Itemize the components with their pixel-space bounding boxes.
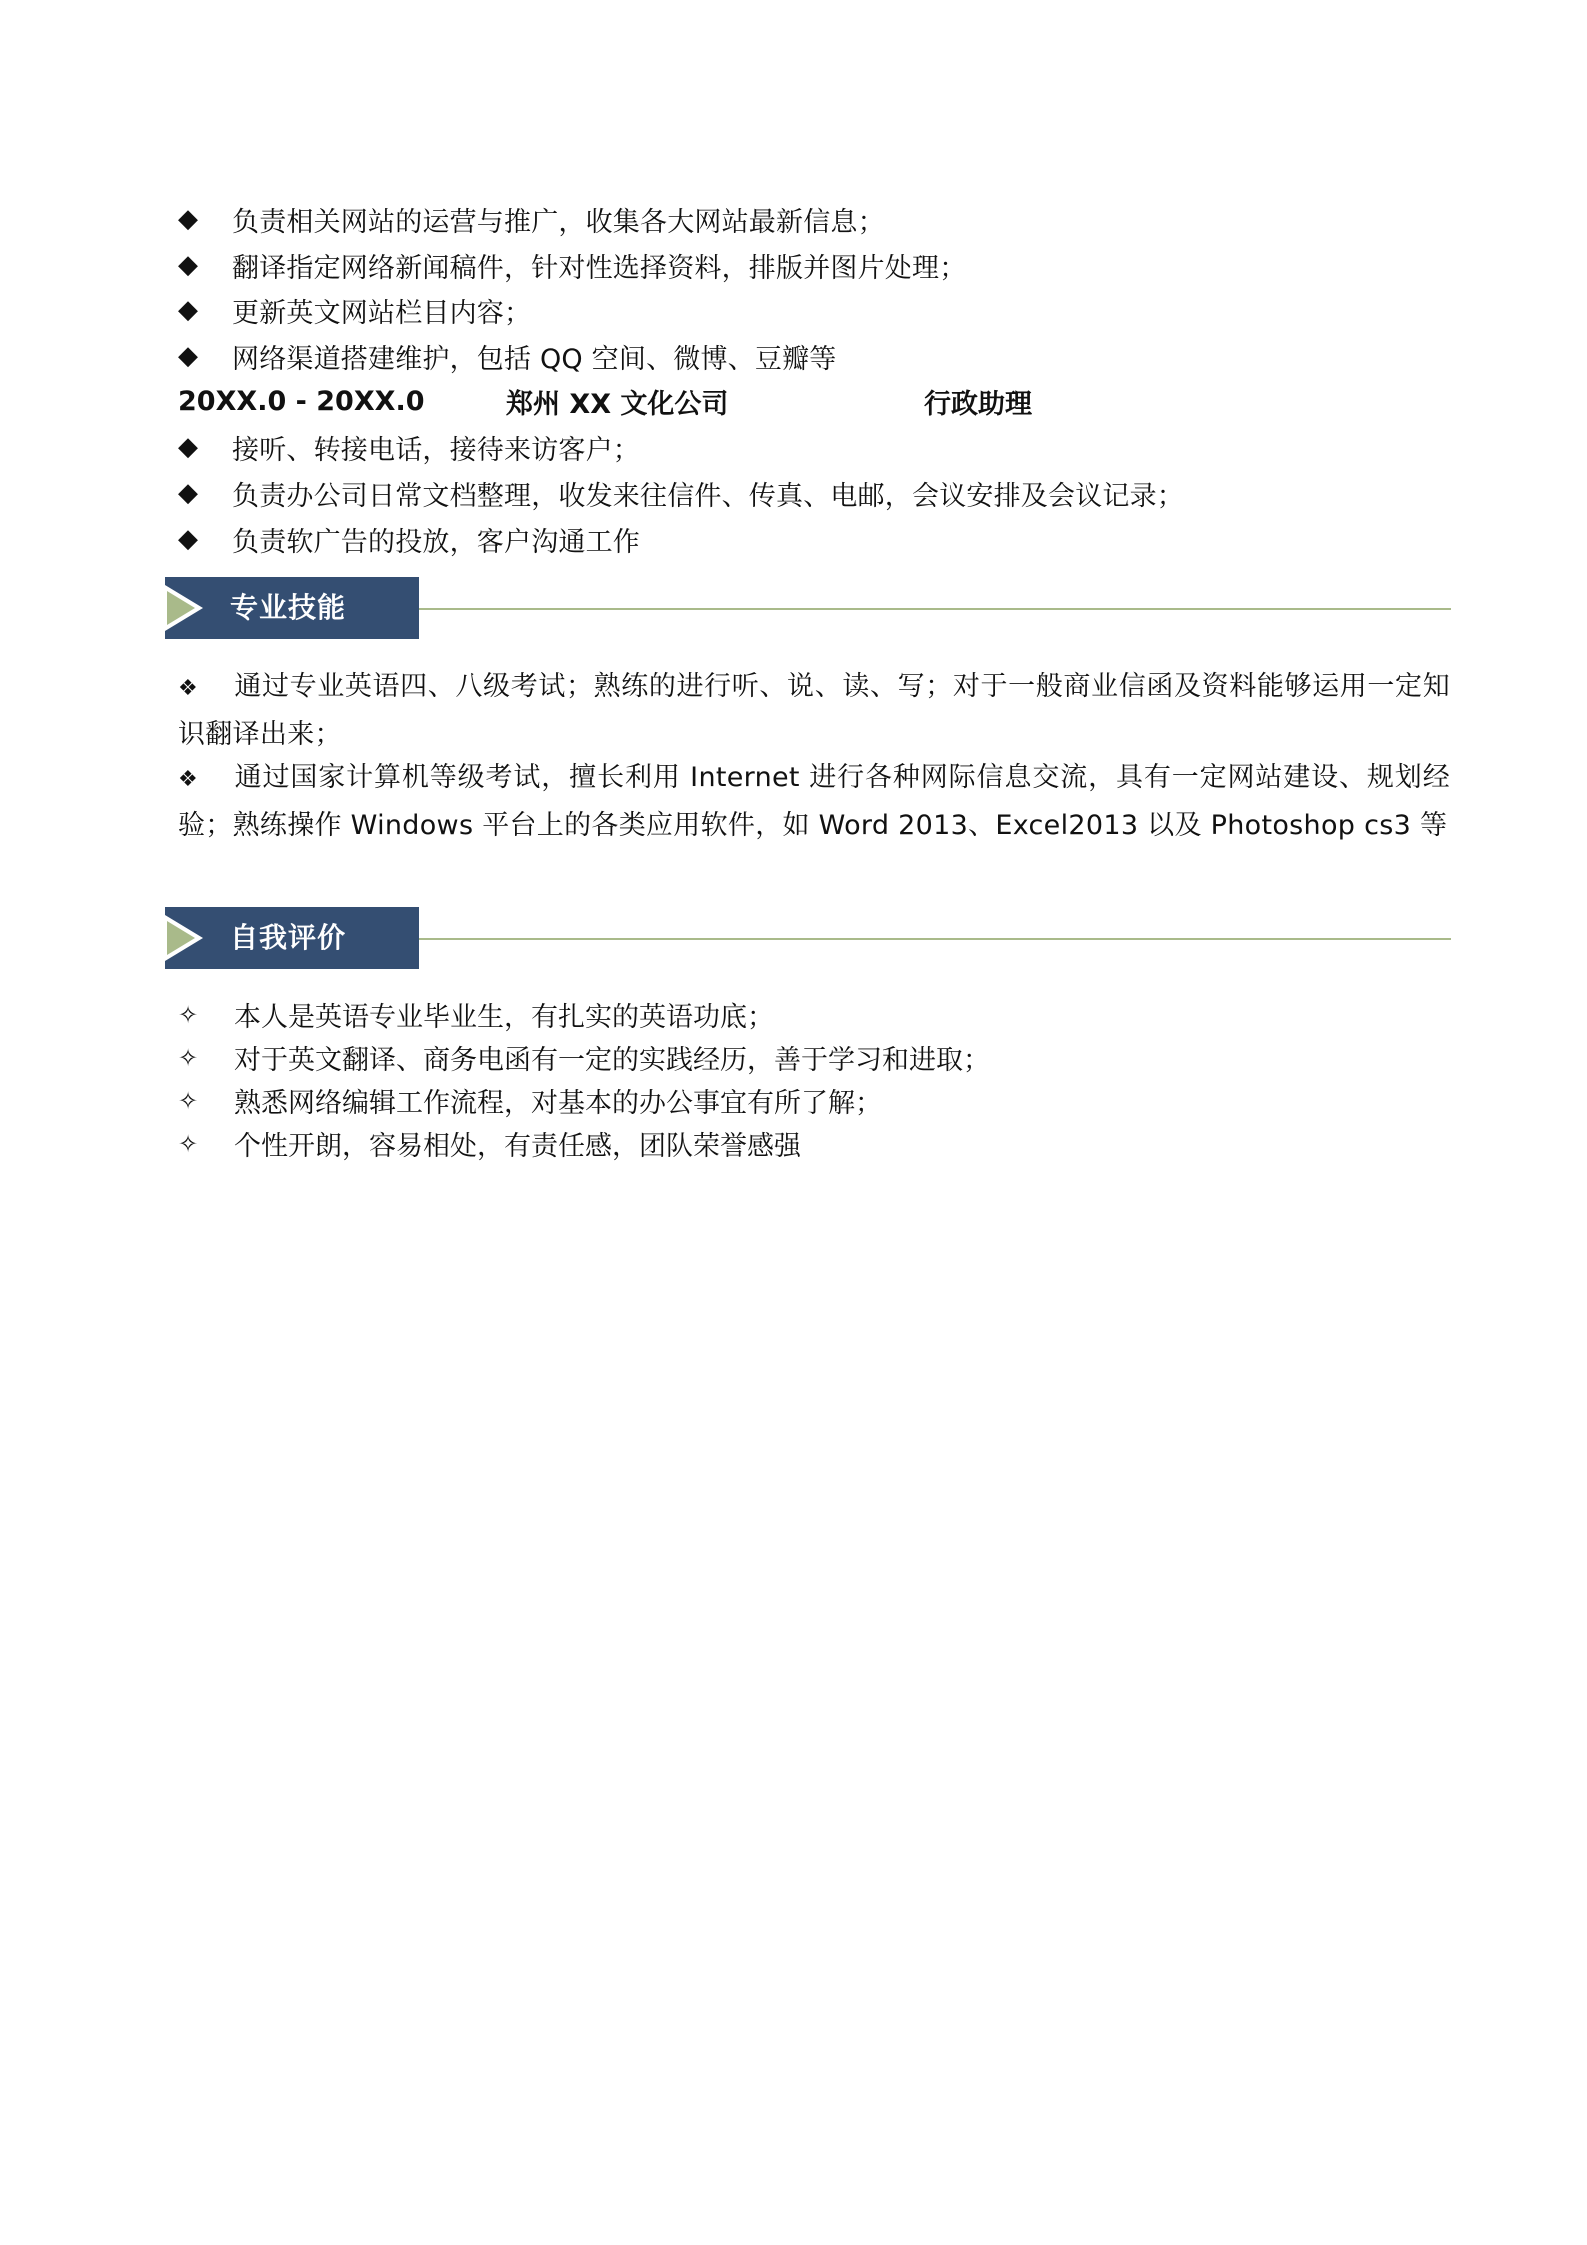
evaluation-text: 熟悉网络编辑工作流程，对基本的办公事宜有所了解；	[234, 1088, 882, 1119]
four-diamond-bullet-icon: ❖	[178, 767, 199, 792]
work-bullet	[178, 242, 966, 288]
triangle-arrow-inner-icon	[167, 591, 195, 625]
job-period: 20XX.0 - 20XX.0	[178, 385, 425, 417]
job-bullet-text: 接听、转接电话，接待来访客户；	[232, 434, 640, 466]
job-bullet	[178, 470, 1184, 516]
sparkle-bullet-icon: ✧	[178, 1086, 199, 1115]
evaluation-item	[178, 1079, 882, 1122]
work-bullet-text: 负责相关网站的运营与推广，收集各大网站最新信息；	[232, 206, 885, 238]
evaluation-item	[178, 1036, 990, 1079]
skill-item-text: 通过国家计算机等级考试，擅长利用 Internet 进行各种网际信息交流，具有一定网站建设、规划经验；熟练操作 Windows 平台上的各类应用软件，如 Word 2013、Excel2013 以及 Photoshop cs3 等	[178, 762, 1450, 841]
job-bullet	[178, 516, 640, 562]
diamond-bullet-icon: ◆	[178, 204, 198, 234]
section-header-self-evaluation	[165, 907, 1460, 969]
section-divider	[419, 608, 1451, 610]
evaluation-text: 个性开朗，容易相处，有责任感，团队荣誉感强	[234, 1131, 801, 1162]
section-title: 专业技能	[230, 591, 347, 624]
evaluation-item	[178, 1122, 801, 1165]
skill-item-text: 通过专业英语四、八级考试；熟练的进行听、说、读、写；对于一般商业信函及资料能够运用一定知识翻译出来；	[178, 671, 1450, 750]
sparkle-bullet-icon: ✧	[178, 1043, 199, 1072]
diamond-bullet-icon: ◆	[178, 478, 198, 508]
work-bullet	[178, 287, 531, 333]
skill-item	[178, 755, 1450, 849]
job-bullet-text: 负责办公司日常文档整理，收发来往信件、传真、电邮，会议安排及会议记录；	[232, 480, 1184, 512]
work-bullet	[178, 333, 836, 379]
work-bullet-text: 更新英文网站栏目内容；	[232, 297, 532, 329]
work-bullet-text: 翻译指定网络新闻稿件，针对性选择资料，排版并图片处理；	[232, 252, 967, 284]
work-bullet	[178, 196, 885, 242]
section-header-skills	[165, 577, 1460, 639]
skill-item	[178, 664, 1450, 758]
work-bullet-text: 网络渠道搭建维护，包括 QQ 空间、微博、豆瓣等	[232, 343, 837, 375]
four-diamond-bullet-icon: ❖	[178, 676, 199, 701]
diamond-bullet-icon: ◆	[178, 524, 198, 554]
diamond-bullet-icon: ◆	[178, 432, 198, 462]
job-role: 行政助理	[924, 388, 1032, 420]
diamond-bullet-icon: ◆	[178, 250, 198, 280]
sparkle-bullet-icon: ✧	[178, 1000, 199, 1029]
diamond-bullet-icon: ◆	[178, 295, 198, 325]
job-company: 郑州 XX 文化公司	[506, 388, 729, 420]
triangle-arrow-inner-icon	[167, 921, 195, 955]
section-divider	[419, 938, 1451, 940]
evaluation-text: 对于英文翻译、商务电函有一定的实践经历，善于学习和进取；	[234, 1045, 990, 1076]
diamond-bullet-icon: ◆	[178, 341, 198, 371]
evaluation-item	[178, 993, 774, 1036]
evaluation-text: 本人是英语专业毕业生，有扎实的英语功底；	[234, 1002, 774, 1033]
job-bullet	[178, 424, 640, 470]
job-bullet-text: 负责软广告的投放，客户沟通工作	[232, 526, 640, 558]
sparkle-bullet-icon: ✧	[178, 1129, 199, 1158]
section-title: 自我评价	[230, 921, 347, 954]
